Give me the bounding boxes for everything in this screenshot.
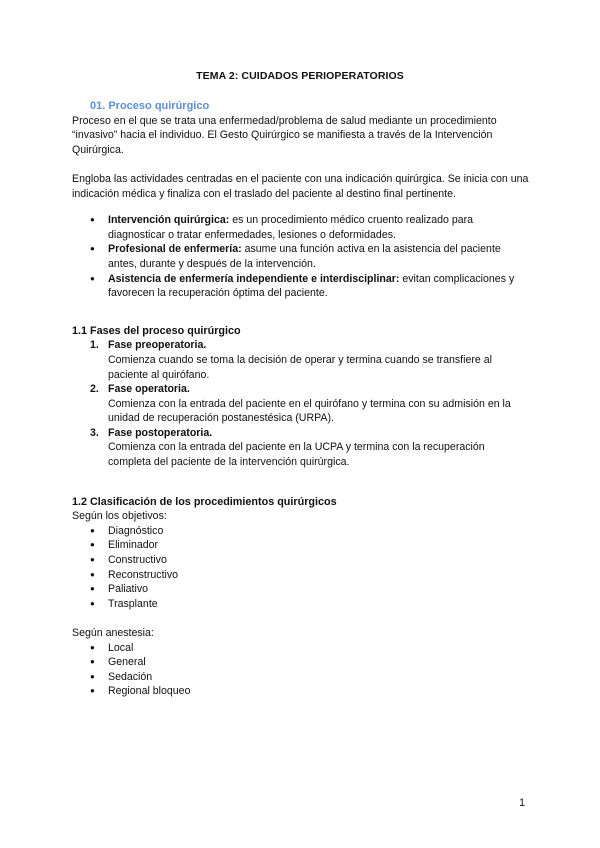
document-body — [72, 99, 530, 699]
list-item: ● Sedación — [72, 670, 530, 685]
paragraph-engloba: Engloba las actividades centradas en el paciente con una indicación quirúrgica. Se inicia con una indicación médica y finaliza con el traslado del paciente al destino final pertinente. — [72, 172, 529, 200]
list-item: ● Reconstructivo — [72, 568, 530, 583]
label-anestesia: Según anestesia: — [72, 627, 154, 639]
list-item: 2. Fase operatoria. Comienza con la entrada del paciente en el quirófano y termina con su admisión en la unidad de recuperación postanestésica (URPA). — [90, 383, 511, 425]
concept-list — [72, 213, 530, 301]
list-item: ● Diagnóstico — [72, 524, 530, 539]
section-heading-clasificacion: 1.2 Clasificación de los procedimientos quirúrgicos — [72, 495, 337, 508]
section-heading-fases: 1.1 Fases del proceso quirúrgico — [72, 324, 241, 337]
list-item: ● Eliminador — [72, 538, 530, 553]
section-heading-proceso: 01. Proceso quirúrgico — [90, 100, 210, 112]
page-title: TEMA 2: CUIDADOS PERIOPERATORIOS — [196, 70, 404, 82]
list-item: ● Paliativo — [72, 582, 530, 597]
list-item: ● Constructivo — [72, 553, 530, 568]
label-objetivos: Según los objetivos: — [72, 510, 167, 523]
list-item: ● Asistencia de enfermería independiente e interdisciplinar: evitan complicaciones y favorecen la recuperación óptima del paciente. — [72, 272, 530, 301]
list-item: ● Trasplante — [72, 597, 530, 612]
objetivos-list — [72, 524, 530, 612]
list-item: ● Intervención quirúrgica: es un procedimiento médico cruento realizado para diagnosticar o tratar enfermedades, lesiones o deformidades. — [72, 213, 530, 242]
page-number: 1 — [519, 797, 525, 809]
list-item: 1. Fase preoperatoria. Comienza cuando se toma la decisión de operar y termina cuando se transfiere al paciente al quirófano. — [90, 339, 492, 381]
list-item: ● General — [72, 655, 530, 670]
list-item: ● Local — [72, 641, 530, 656]
list-item: ● Profesional de enfermería: asume una función activa en la asistencia del paciente antes, durante y después de la intervención. — [72, 242, 530, 271]
list-item: 3. Fase postoperatoria. Comienza con la entrada del paciente en la UCPA y termina con la recuperación completa del paciente de la intervención quirúrgica. — [90, 426, 485, 469]
list-item: ● Regional bloqueo — [72, 684, 530, 699]
anestesia-list — [72, 641, 530, 699]
phases-list — [72, 338, 530, 469]
paragraph-definition: Proceso en el que se trata una enfermedad/problema de salud mediante un procedimiento “invasivo” hacia el individuo. El Gesto Quirúrgico se manifiesta a través de la Intervención Quirúrgica. — [72, 114, 497, 156]
